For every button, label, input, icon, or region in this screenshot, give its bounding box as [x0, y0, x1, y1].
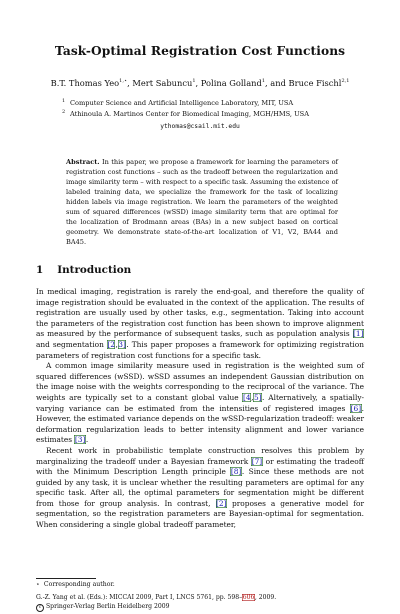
author-name: Mert Sabuncu: [132, 78, 193, 88]
paragraph-text: proposes a generative model for segmentation, so the registration parameters are Bayesian-optimal for segmentation. When considering a single global tradeoff parameter,: [36, 498, 364, 530]
paper-title: Task-Optimal Registration Cost Functions: [54, 44, 346, 58]
citation-link[interactable]: [7]: [251, 456, 263, 466]
section-title: Introduction: [57, 264, 132, 276]
citation-link[interactable]: 3]: [118, 339, 126, 349]
paragraph-text: ,: [251, 392, 254, 402]
paragraph: [36, 361, 364, 446]
publisher-line: [36, 603, 276, 612]
abstract: [66, 157, 338, 247]
author-name: B.T. Thomas Yeo: [50, 78, 120, 88]
paragraph-text: .: [85, 435, 89, 445]
paragraph-text: . Since these methods are not guided by any task, it is unclear whether the resulting parameters are optimal for any specific task. After all, the optimal parameters for segmentation might be different from those for group analysis. In contrast,: [36, 467, 364, 508]
affiliation-text: Computer Science and Artificial Intelligence Laboratory, MIT, USA: [70, 99, 294, 107]
abstract-label: Abstract.: [66, 158, 100, 166]
affiliation: [62, 98, 370, 108]
paragraph-text: ,: [115, 339, 118, 349]
author-separator: , and: [265, 78, 289, 88]
footnote: [36, 581, 115, 588]
page-number-link[interactable]: 606: [242, 594, 255, 601]
citation-link[interactable]: 5]: [253, 392, 262, 402]
footnote-symbol: ⋆: [36, 581, 40, 588]
paragraph-text: In medical imaging, registration is rarely the end-goal, and therefore the quality of image registration should be evaluated in the context of the application. The results of registration are usually used by other tasks, e.g., segmentation. Taking into account the parameters of the registration cost function has been shown to improve alignment as measured by the performance of subsequent tasks, such as population analysis: [36, 287, 364, 339]
footnote-rule: [36, 578, 96, 579]
citation-link[interactable]: [2: [107, 339, 115, 349]
author-name: Polina Golland: [200, 78, 262, 88]
publication-citation: [36, 594, 276, 603]
publication-info: [36, 594, 276, 612]
section-heading: [36, 264, 131, 276]
paragraph-text: . Alternatively, a spatially-varying variance can be estimated from the intensities of registered images: [36, 392, 364, 413]
citation-text: , 2009.: [254, 594, 277, 601]
affiliation-text: Athinoula A. Martinos Center for Biomedical Imaging, MGH/HMS, USA: [70, 110, 309, 118]
citation-text: G.-Z. Yang et al. (Eds.): MICCAI 2009, Part I, LNCS 5761, pp. 598–: [36, 594, 243, 601]
affiliation: [62, 109, 370, 119]
author-affiliation-mark: 2,1: [341, 78, 350, 85]
citation-link[interactable]: [4: [242, 392, 251, 402]
introduction-body: [36, 287, 364, 531]
author-separator: ,: [195, 78, 201, 88]
copyright-icon: c: [36, 604, 44, 612]
abstract-text: In this paper, we propose a framework for learning the parameters of registration cost functions – such as the tradeoff between the regularization and image similarity term – with respect to a specific task. Assuming the existence of labeled training data, we specialize the framework for the task of localizing hidden labels via image registration. We learn the parameters of the weighted sum of squared differences (wSSD) image similarity term that are optimal for the localization of Brodmann areas (BAs) in a new subject based on cortical geometry. We demonstrate state-of-the-art localization of V1, V2, BA44 and BA45.: [66, 158, 338, 246]
paragraph: [36, 287, 364, 361]
author-list: [0, 78, 400, 88]
author-affiliation-mark: 1: [192, 78, 196, 85]
paragraph-text: . This paper proposes a framework for optimizing registration parameters of registration cost functions for a specific task.: [36, 339, 364, 360]
citation-link[interactable]: [1]: [353, 329, 364, 339]
footnote-text: Corresponding author.: [43, 581, 115, 588]
affiliation-number: 2: [62, 109, 66, 115]
author-affiliation-mark: 1: [261, 78, 265, 85]
paragraph: [36, 446, 364, 531]
author-affiliation-mark: 1,⋆: [119, 78, 128, 85]
citation-link[interactable]: [3]: [74, 435, 86, 445]
citation-link[interactable]: [2]: [216, 498, 227, 508]
paragraph-text: or estimating the tradeoff with the Minimum Description Length principle: [36, 456, 364, 477]
section-number: 1: [36, 264, 44, 276]
author-separator: ,: [127, 78, 133, 88]
paragraph-text: . However, the estimated variance depends on the wSSD-regularization tradeoff: weaker deformation regularization leads to better intensity alignment and lower variance estimates: [36, 403, 364, 445]
paragraph-text: Recent work in probabilistic template construction resolves this problem by marginalizing the tradeoff under a Bayesian framework: [36, 445, 364, 466]
citation-link[interactable]: [8]: [230, 467, 242, 477]
citation-link[interactable]: [6]: [350, 403, 362, 413]
contact-email: ythomas@csail.mit.edu: [160, 123, 240, 130]
paragraph-text: and segmentation: [36, 339, 107, 349]
affiliation-number: 1: [62, 98, 66, 104]
author-name: Bruce Fischl: [288, 78, 342, 88]
publisher-text: Springer-Verlag Berlin Heidelberg 2009: [46, 602, 170, 610]
paragraph-text: A common image similarity measure used in registration is the weighted sum of squared differences (wSSD). wSSD assumes an independent Gaussian distribution on the image noise with the weights corresponding to the reciprocal of the variance. The weights are typically set to a constant global value: [36, 361, 364, 402]
